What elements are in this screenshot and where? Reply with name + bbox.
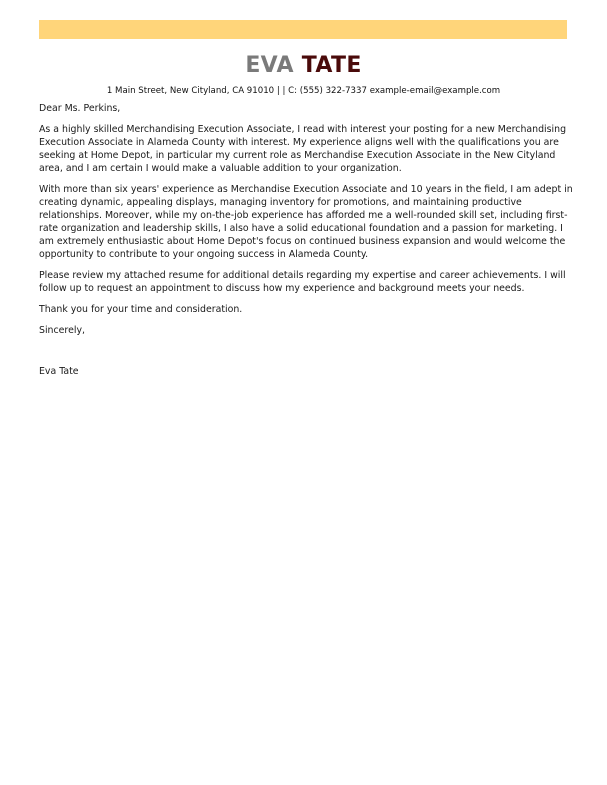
thanks-line: Thank you for your time and consideration. (39, 304, 243, 315)
salutation: Dear Ms. Perkins, (39, 103, 121, 114)
paragraph-experience: With more than six years' experience as Merchandise Execution Associate and 10 years in the field, I am adept in creating dynamic, appealing displays, managing inventory for promotions, and maintaining productive relationships. Moreover, while my on-the-job experience has afforded me a well-rounded skill set, including first-rate organization and leadership skills, I also have a solid educational foundation and a passion for marketing. I am extremely enthusiastic about Home Depot's focus on continued business expansion and would welcome the opportunity to contribute to your ongoing success in Alameda County. (39, 184, 573, 260)
applicant-first-name: EVA (245, 53, 294, 78)
signature-space (39, 345, 579, 365)
applicant-name (0, 53, 607, 79)
closing: Sincerely, (39, 325, 85, 336)
accent-bar (39, 20, 567, 39)
paragraph-intro: As a highly skilled Merchandising Execution Associate, I read with interest your posting for a new Merchandising Execution Associate in Alameda County with interest. My experience aligns well with the qualifications you are seeking at Home Depot, in particular my current role as Merchandise Execution Associate in the New Cityland area, and I am certain I would make a valuable addition to your organization. (39, 124, 567, 174)
signature: Eva Tate (39, 366, 79, 377)
letter-body (39, 102, 579, 386)
contact-info: 1 Main Street, New Cityland, CA 91010 | | C: (555) 322-7337 example-email@example.com (106, 86, 501, 96)
paragraph-follow-up: Please review my attached resume for additional details regarding my expertise and career achievements. I will follow up to request an appointment to discuss how my experience and background meets your needs. (39, 270, 566, 294)
applicant-last-name: TATE (301, 53, 362, 78)
